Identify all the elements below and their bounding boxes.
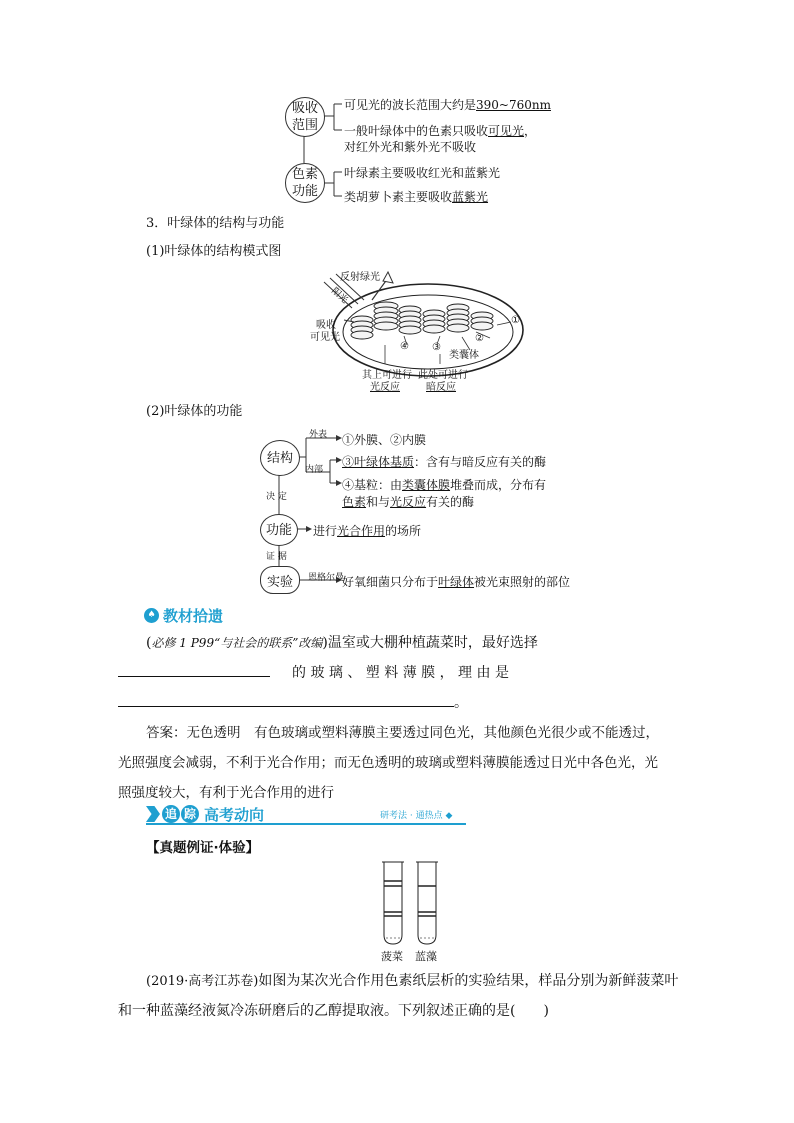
banner-zong: 踪 bbox=[181, 805, 199, 823]
light-reaction-label-2: 光反应 bbox=[370, 382, 400, 393]
node-pigment-function: 色素 功能 bbox=[285, 163, 325, 203]
tube-label-cyanobacteria: 蓝藻 bbox=[415, 950, 437, 963]
absorb-line-3: 对红外光和紫外光不吸收 bbox=[344, 140, 477, 154]
engelmann-label: 恩格尔曼 bbox=[308, 573, 345, 583]
jiaocai-question-line-3: 。 bbox=[118, 688, 468, 718]
zhenti-title: 【真题例证·体验】 bbox=[146, 840, 260, 856]
absorb-label-1: 吸收 bbox=[316, 320, 336, 331]
marker-2: ② bbox=[475, 333, 484, 344]
absorb-label-2: 可见光 bbox=[310, 332, 340, 343]
node-experiment: 实验 bbox=[260, 566, 300, 594]
dark-reaction-label-1: 此处可进行 bbox=[418, 370, 468, 381]
jiaocai-title: 教材拾遗 bbox=[163, 607, 224, 625]
answer-line-3: 照强度较大，有利于光合作用的进行 bbox=[118, 785, 334, 801]
struct-line-2: ③叶绿体基质：含有与暗反应有关的酶 bbox=[342, 455, 547, 469]
node-structure: 结构 bbox=[260, 440, 300, 476]
sub-2-title: (2)叶绿体的功能 bbox=[146, 404, 243, 419]
absorb-line-1: 可见光的波长范围大约是390~760nm bbox=[344, 98, 551, 112]
question-line-1: (2019·高考江苏卷)如图为某次光合作用色素纸层析的实验结果，样品分别为新鲜菠菜叶 bbox=[146, 973, 679, 989]
dark-reaction-label-2: 暗反应 bbox=[426, 382, 456, 393]
pigment-line-1: 叶绿素主要吸收红光和蓝紫光 bbox=[344, 166, 501, 180]
pigment-line-2: 类胡萝卜素主要吸收蓝紫光 bbox=[344, 190, 489, 204]
prove-label: 证 据 bbox=[266, 552, 287, 562]
experiment-line: 好氧细菌只分布于叶绿体被光束照射的部位 bbox=[342, 575, 571, 589]
inner-label: 内部 bbox=[305, 465, 324, 475]
function-line: 进行光合作用的场所 bbox=[313, 524, 422, 538]
banner-right-text: 研考法 · 通热点 ◆ bbox=[380, 811, 453, 821]
struct-line-3: ④基粒：由类囊体膜堆叠而成，分布有 bbox=[342, 478, 547, 492]
struct-line-4: 色素和与光反应有关的酶 bbox=[342, 495, 475, 509]
node-function: 功能 bbox=[260, 514, 298, 546]
reflect-green-label: 反射绿光 bbox=[340, 272, 380, 283]
sub-1-title: (1)叶绿体的结构模式图 bbox=[146, 244, 282, 259]
absorb-line-2: 一般叶绿体中的色素只吸收可见光， bbox=[344, 124, 537, 138]
answer-line-1: 答案：无色透明 有色玻璃或塑料薄膜主要透过同色光，其他颜色光很少或不能透过， bbox=[146, 725, 659, 741]
light-reaction-label-1: 其上可进行 bbox=[362, 370, 412, 381]
jiaocai-question-line-1: (必修 1 P99“与社会的联系”改编)温室或大棚种植蔬菜时，最好选择 bbox=[146, 635, 538, 651]
jiaocai-source: 必修 1 P99“与社会的联系”改编 bbox=[151, 636, 323, 650]
banner-title: 高考动向 bbox=[204, 806, 265, 824]
marker-4: ④ bbox=[400, 341, 409, 352]
marker-3: ③ bbox=[432, 342, 441, 353]
outer-label: 外表 bbox=[309, 430, 328, 440]
banner-zhui: 追 bbox=[162, 805, 180, 823]
answer-line-2: 光照强度会减弱，不利于光合作用；而无色透明的玻璃或塑料薄膜能透过日光中各色光，光 bbox=[118, 755, 658, 771]
question-line-2: 和一种蓝藻经液氮冷冻研磨后的乙醇提取液。下列叙述正确的是( ) bbox=[118, 1003, 549, 1019]
decide-label: 决 定 bbox=[266, 492, 287, 502]
sunlight-label: 阳光 bbox=[329, 286, 350, 306]
node-absorb-range: 吸收 范围 bbox=[285, 97, 325, 137]
thylakoid-label: 类囊体 bbox=[449, 350, 479, 361]
leaf-icon: ♠ bbox=[144, 608, 159, 623]
jiaocai-question-line-2: 的 玻 璃 、 塑 料 薄 膜 ， 理 由 是 bbox=[118, 658, 678, 688]
marker-1: ① bbox=[511, 315, 520, 326]
tube-label-spinach: 菠菜 bbox=[381, 950, 403, 963]
struct-line-1: ①外膜、②内膜 bbox=[342, 433, 427, 447]
section-3-title: 3．叶绿体的结构与功能 bbox=[146, 216, 285, 231]
